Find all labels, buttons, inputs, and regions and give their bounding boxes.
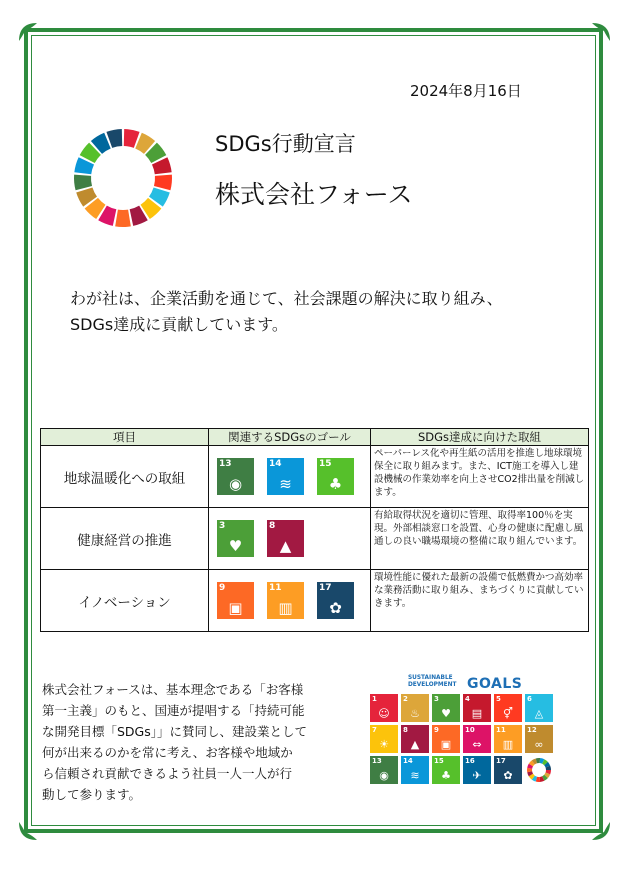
sdg-goal-tile-6: 6 ◬ <box>525 694 553 722</box>
sdg-13-tile: 13 ◉ <box>217 458 254 495</box>
goal-glyph-icon: ☀ <box>379 738 389 751</box>
sdg-goal-tile-13: 13 ◉ <box>370 756 398 784</box>
sdg-goal-tile-14: 14 ≋ <box>401 756 429 784</box>
partnership-flower-icon: ✿ <box>329 599 342 617</box>
corner-leaf-icon <box>590 21 612 43</box>
table-row <box>41 570 589 632</box>
sdg-goal-tile-2: 2 ♨ <box>401 694 429 722</box>
row-item-label: イノベーション <box>41 570 209 632</box>
sdg-goal-tile-7: 7 ☀ <box>370 725 398 753</box>
goal-glyph-icon: ☺ <box>378 707 390 720</box>
corner-leaf-icon <box>17 820 39 842</box>
wheel-segment <box>154 175 172 191</box>
column-header-item: 項目 <box>41 429 209 446</box>
table-header-row <box>41 429 589 446</box>
sdg-14-tile: 14 ≋ <box>267 458 304 495</box>
paragraph-line: 株式会社フォースは、基本理念である「お客様 <box>42 682 304 697</box>
intro-line: わが社は、企業活動を通じて、社会課題の解決に取り組み、 <box>70 289 503 308</box>
row-goal-icons <box>209 570 371 632</box>
intro-line: SDGs達成に貢献しています。 <box>70 315 288 334</box>
sdg-goal-tile-4: 4 ▤ <box>463 694 491 722</box>
goal-glyph-icon: ⚥ <box>503 707 513 720</box>
sdg-goal-tile-12: 12 ∞ <box>525 725 553 753</box>
sdgs-wheel-tile <box>525 756 553 784</box>
page-title: SDGs行動宣言 <box>215 132 356 156</box>
fish-icon: ≋ <box>279 475 292 493</box>
column-header-actions: SDGs達成に向けた取組 <box>371 429 589 446</box>
sdg-15-tile: 15 ♣ <box>317 458 354 495</box>
sdg-8-tile: 8 ▲ <box>267 520 304 557</box>
intro-statement <box>70 286 570 338</box>
goal-glyph-icon: ⇔ <box>472 738 482 751</box>
table-row <box>41 508 589 570</box>
sdg-3-tile: 3 ♥ <box>217 520 254 557</box>
row-item-label: 健康経営の推進 <box>41 508 209 570</box>
paragraph-line: な開発目標「SDGs」」に賛同し、建設業として <box>42 724 308 739</box>
sdg-goal-tile-17: 17 ✿ <box>494 756 522 784</box>
growth-chart-icon: ▲ <box>279 537 292 555</box>
paragraph-line: ら信頼され貢献できるよう社員一人一人が行 <box>42 766 293 781</box>
row-item-label: 地球温暖化への取組 <box>41 446 209 508</box>
declaration-date: 2024年8月16日 <box>410 82 522 100</box>
goal-glyph-icon: ◬ <box>534 707 544 720</box>
goal-glyph-icon: ≋ <box>410 769 420 782</box>
sdgs-action-table <box>40 428 589 632</box>
goal-glyph-icon: ♨ <box>410 707 420 720</box>
tree-icon: ♣ <box>328 475 343 493</box>
row-action-text: ペーパーレス化や再生紙の活用を推進し地球環境保全に取り組みます。また、ICT施工を導入し建設機械の作業効率を向上させCO2排出量を削減します。 <box>371 446 589 508</box>
sdgs-goals-poster <box>370 675 560 784</box>
goal-glyph-icon: ▥ <box>502 738 514 751</box>
sdgs-goals-logo: SUSTAINABLE DEVELOPMENT GOALS <box>408 675 523 692</box>
paragraph-line: 第一主義」のもと、国連が提唱する「持続可能 <box>42 703 305 718</box>
goal-glyph-icon: ▣ <box>440 738 452 751</box>
sdg-goal-tile-3: 3 ♥ <box>432 694 460 722</box>
sdgs-mini-wheel-icon <box>525 756 553 784</box>
sdg-17-tile: 17 ✿ <box>317 582 354 619</box>
sdg-goal-tile-10: 10 ⇔ <box>463 725 491 753</box>
table-row <box>41 446 589 508</box>
goal-glyph-icon: ✿ <box>503 769 513 782</box>
goal-glyph-icon: ♥ <box>441 707 451 720</box>
cubes-icon: ▣ <box>228 599 243 617</box>
wheel-segment <box>115 210 131 227</box>
goal-glyph-icon: ▲ <box>410 738 420 751</box>
row-goal-icons <box>209 508 371 570</box>
sdg-goal-tile-1: 1 ☺ <box>370 694 398 722</box>
sdgs-goal-grid <box>370 694 560 784</box>
buildings-icon: ▥ <box>278 599 293 617</box>
paragraph-line: 何が出来るのかを常に考え、お客様や地域か <box>42 745 293 760</box>
goal-glyph-icon: ✈ <box>472 769 482 782</box>
sdg-goal-tile-11: 11 ▥ <box>494 725 522 753</box>
corner-leaf-icon <box>17 21 39 43</box>
paragraph-line: 動して参ります。 <box>42 787 142 802</box>
sdg-goal-tile-9: 9 ▣ <box>432 725 460 753</box>
sdgs-wheel-icon <box>73 128 173 228</box>
sdg-goal-tile-8: 8 ▲ <box>401 725 429 753</box>
sdg-goal-tile-5: 5 ⚥ <box>494 694 522 722</box>
sdg-goal-tile-16: 16 ✈ <box>463 756 491 784</box>
heartbeat-icon: ♥ <box>228 537 243 555</box>
column-header-goals: 関連するSDGsのゴール <box>209 429 371 446</box>
corner-leaf-icon <box>590 820 612 842</box>
row-action-text: 環境性能に優れた最新の設備で低燃費かつ高効率な業務活動に取り組み、まちづくりに貢献していきます。 <box>371 570 589 632</box>
sdg-9-tile: 9 ▣ <box>217 582 254 619</box>
eye-globe-icon: ◉ <box>228 475 243 493</box>
row-action-text: 有給取得状況を適切に管理、取得率100％を実現。外部相談窓口を設置、心身の健康に配慮し風通しの良い職場環境の整備に取り組んでいます。 <box>371 508 589 570</box>
row-goal-icons <box>209 446 371 508</box>
philosophy-paragraph <box>42 679 322 805</box>
wheel-segment <box>74 175 92 191</box>
goal-glyph-icon: ♣ <box>441 769 451 782</box>
company-name: 株式会社フォース <box>215 180 413 209</box>
sdg-11-tile: 11 ▥ <box>267 582 304 619</box>
goal-glyph-icon: ∞ <box>534 738 544 751</box>
goal-glyph-icon: ◉ <box>379 769 389 782</box>
goal-glyph-icon: ▤ <box>471 707 483 720</box>
sdg-goal-tile-15: 15 ♣ <box>432 756 460 784</box>
